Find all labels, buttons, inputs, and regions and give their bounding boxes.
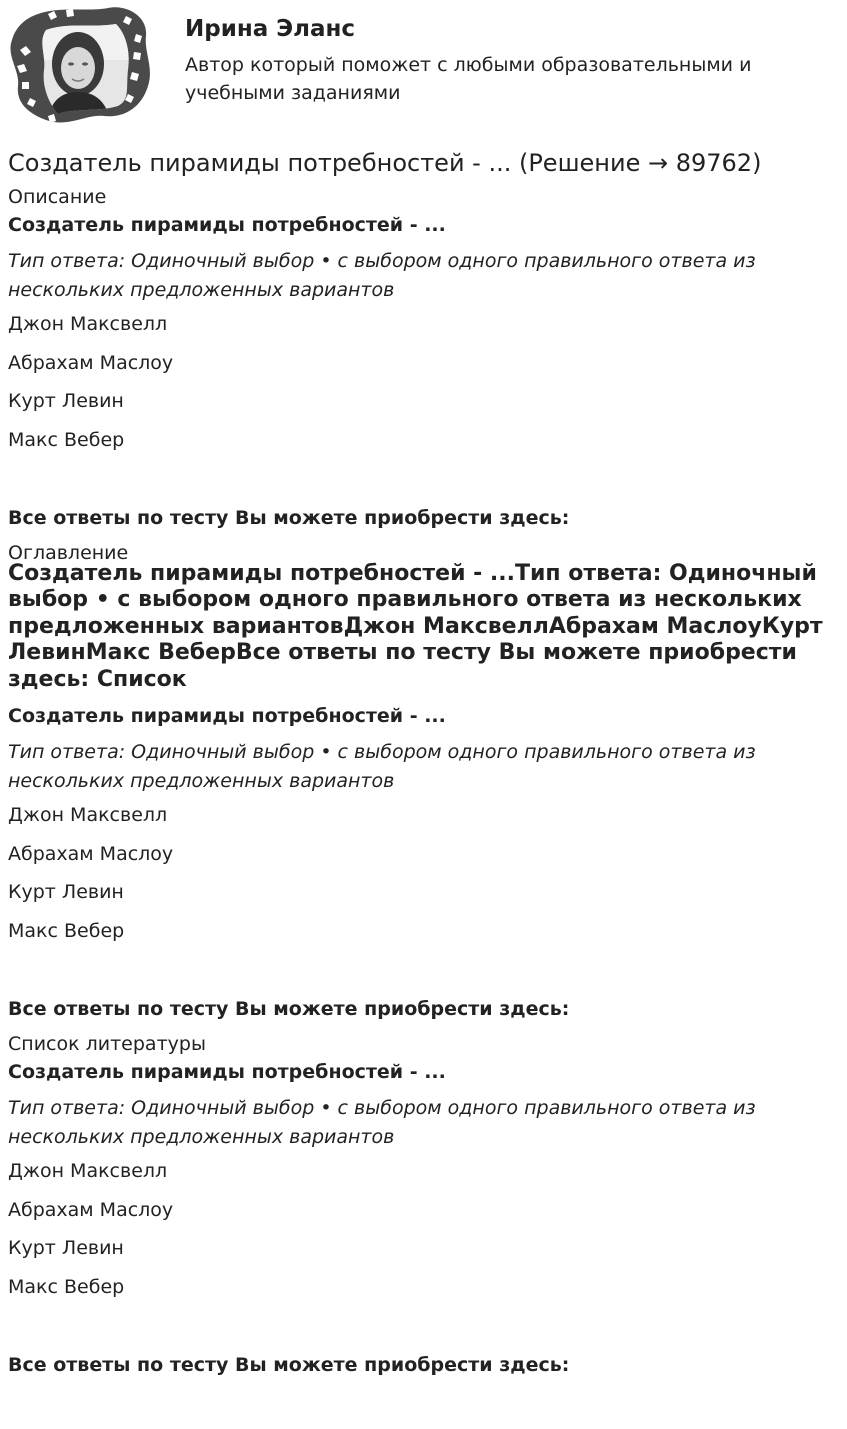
answer-type: Тип ответа: Одиночный выбор • с выбором одного правильного ответа из нескольких предложенных вариантов: [8, 741, 756, 793]
question-text: Создатель пирамиды потребностей - ...: [8, 705, 446, 728]
answer-option: Джон Максвелл: [8, 313, 168, 335]
answer-option: Абрахам Маслоу: [8, 1198, 174, 1221]
question-text: Создатель пирамиды потребностей - ...: [8, 1061, 446, 1084]
answer-option: Джон Максвелл: [8, 1160, 168, 1183]
answer-option: Курт Левин: [8, 390, 124, 412]
spacer: [8, 958, 838, 997]
answer-type: Тип ответа: Одиночный выбор • с выбором одного правильного ответа из нескольких предложенных вариантов: [8, 1097, 756, 1149]
section-bibliography: [8, 1033, 838, 1377]
answer-option: Курт Левин: [8, 1237, 124, 1260]
answer-option: Макс Вебер: [8, 428, 125, 451]
answer-option: Абрахам Маслоу: [8, 842, 174, 865]
spacer: [8, 1314, 838, 1353]
page-title: Создатель пирамиды потребностей - ... (Решение → 89762): [8, 149, 762, 177]
document-content: [8, 148, 838, 1389]
question-text: Создатель пирамиды потребностей - ...: [8, 214, 446, 236]
answer-option: Джон Максвелл: [8, 804, 168, 827]
author-name: Ирина Эланс: [185, 16, 356, 42]
section-description: [8, 186, 838, 530]
author-avatar: [8, 6, 152, 128]
section-label: Описание: [8, 186, 107, 208]
buy-answers-text: Все ответы по тесту Вы можете приобрести здесь:: [8, 507, 570, 529]
answer-option: Курт Левин: [8, 881, 124, 904]
toc-heading: Создатель пирамиды потребностей - ...Тип ответа: Одиночный выбор • с выбором одного правильного ответа из нескольких предложенных вариантовДжон МаксвеллАбрахам МаслоуКурт ЛевинМакс ВеберВсе ответы по тесту Вы можете приобрести здесь: Список: [8, 561, 823, 692]
buy-answers-text: Все ответы по тесту Вы можете приобрести здесь:: [8, 1354, 570, 1377]
answer-type: Тип ответа: Одиночный выбор • с выбором одного правильного ответа из нескольких предложенных вариантов: [8, 250, 756, 301]
section-label: Список литературы: [8, 1033, 206, 1056]
answer-option: Макс Вебер: [8, 919, 125, 942]
buy-answers-text: Все ответы по тесту Вы можете приобрести здесь:: [8, 998, 570, 1021]
section-toc: [8, 542, 838, 1021]
answer-option: Макс Вебер: [8, 1275, 125, 1298]
answer-option: Абрахам Маслоу: [8, 351, 174, 374]
author-card: [8, 6, 838, 128]
section-label: Оглавление: [8, 542, 129, 564]
author-description: Автор который поможет с любыми образовательными и учебными заданиями: [185, 54, 752, 104]
spacer: [8, 467, 838, 506]
